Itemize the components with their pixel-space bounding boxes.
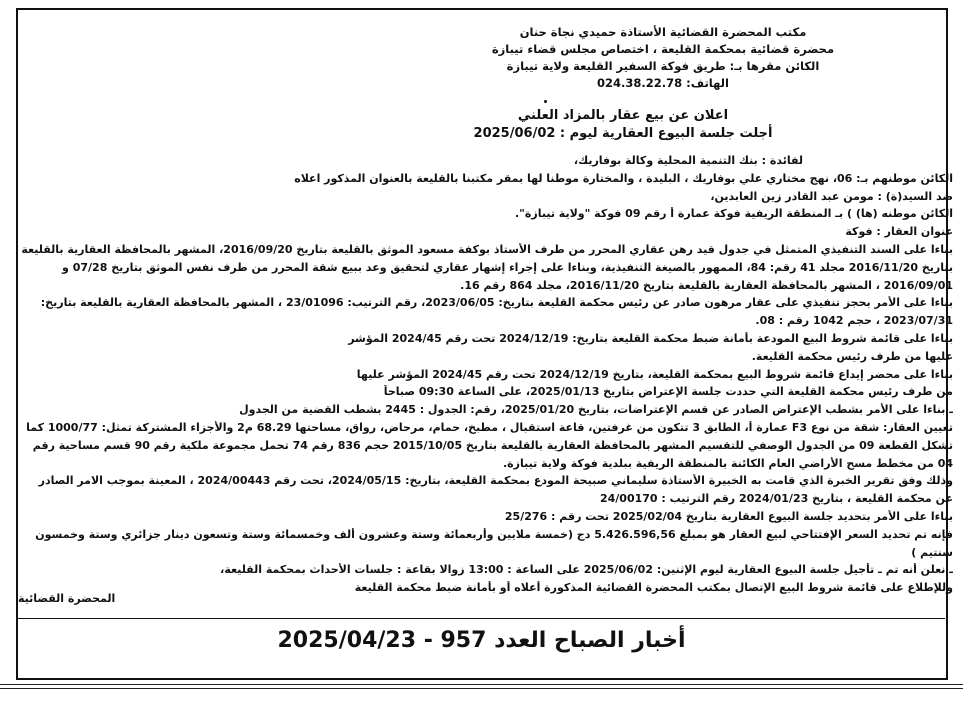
separator-dot xyxy=(544,100,547,103)
header-phone: الهاتف: 024.38.22.78 xyxy=(597,76,729,90)
body-line: بناءا على قائمة شروط البيع المودعة بأمانة ضبط محكمة القليعة بتاريخ: 2024/12/19 تحت رقم 2024/45 المؤشر xyxy=(348,332,953,345)
body-line: بتاريخ 2016/11/20 مجلد 41 رقم: 84، الممهور بالصيغة التنفيذية، وبناءا على إجراء إشهار عقاري لتحقيق وعد ببيع شقة المحرر من طرف نفس الموثق بتاريخ 07/28 و xyxy=(62,260,953,274)
announcement-title: اعلان عن بيع عقار بالمزاد العلني xyxy=(517,108,729,123)
body-line: بناءا على الأمر بحجز تنفيذي على عقار مرهون صادر عن رئيس محكمة القليعة بتاريخ: 2023/06/05، رقم الترتيب: 23/01096 ، المشهر بالمحافظة العقارية بالقليعة بتاريخ: xyxy=(40,296,953,310)
header-line-3: الكائن مقرها بـ: طريق فوكة السفير القليعة ولاية تيبازة xyxy=(506,59,820,73)
body-line: وذلك وفق تقرير الخبرة الذي قامت به الخبيرة الأستاذة سليماني صبيحة المودع بمحكمة القليعة، بتاريخ: 2024/05/15، تحت رقم 2024/00443 ، المعينة بموجب الامر الصادر xyxy=(38,474,953,488)
body-line: عن محكمة القليعة ، بتاريخ 2024/01/23 رقم الترتيب : 24/00170 xyxy=(599,492,953,506)
body-line: 04 من مخطط مسح الأراضي العام الكائنة بالمنطقة الريفية ببلدية فوكة ولاية تيبازة. xyxy=(502,456,953,470)
body-line: 2016/09/01 ، المشهر بالمحافظة العقارية بالقليعة بتاريخ 2016/11/20، مجلد 864 رقم 16. xyxy=(460,278,953,292)
body-line: الكائن موطنهم بـ: 06، نهج مختاري علي بوفاريك ، البليدة ، والمختارة موطنا لها بمقر مكتبنا بالقليعة بالعنوان المذكور اعلاه xyxy=(294,171,953,185)
body-line: بناءا على السند التنفيذي المتمثل في جدول قيد رهن عقاري المحرر من طرف الأستاذ بوكفة مسعود الموثق بالقليعة بتاريخ 2016/09/20، المشهر بالمحافظة العقارية بالقليعة xyxy=(21,243,953,256)
header-line-1: مكتب المحضرة القضائية الأستاذة حميدي نجاة حنان xyxy=(519,25,807,39)
body-line: ـ بناءا على الأمر بشطب الإعتراض الصادر عن قسم الإعتراضات، بتاريخ 2025/01/20، رقم: الجدول : 2445 بشطب القضية من الجدول xyxy=(239,403,953,417)
body-line: عليها من طرف رئيس محكمة القليعة. xyxy=(751,349,953,363)
body-line: بناءا على الأمر بتحديد جلسة البيوع العقارية بتاريخ 2025/02/04 تحت رقم : 25/276 xyxy=(504,510,953,523)
body-line: الكائن موطنه (ها) ) بـ المنطقة الريفية فوكة عمارة أ رقم 09 فوكة "ولاية تيبازة". xyxy=(514,207,953,221)
footer-divider xyxy=(18,618,945,619)
body-line: لفائدة : بنك التنمية المحلية وكالة بوفاريك، xyxy=(573,154,803,167)
body-line: وللإطلاع على قائمة شروط البيع الإتصال بمكتب المحضرة القضائية المذكورة أعلاه أو بأمانة ضبط محكمة القليعة xyxy=(354,581,953,595)
body-line: ضد السيد(ة) : مومن عبد القادر زين العابدين، xyxy=(710,189,953,203)
body-line: تشكل القطعة 09 من الجدول الوصفي للتقسيم المشهر بالمحافظة العقارية بالقليعة بتاريخ 2015/10/05 حجم 836 رقم 74 تحمل مجموعة ملكية رقم 90 قسم مساحية رقم xyxy=(32,438,953,452)
body-line: من طرف رئيس محكمة القليعة التي حددت جلسة الإعتراض بتاريخ 2025/01/13، على الساعة 09:30 صباحاً xyxy=(383,385,953,399)
page-edge-line xyxy=(0,684,963,685)
body-line: بناءا على محضر إيداع قائمة شروط البيع بمحكمة القليعة، بتاريخ 2024/12/19 تحت رقم 2024/45 المؤشر عليها xyxy=(356,367,953,381)
adjourned-session-title: أجلت جلسة البيوع العقارية ليوم : 2025/06/02 xyxy=(473,126,773,141)
body-line: ـ نعلن أنه تم ـ تأجيل جلسة البيوع العقارية ليوم الإثنين: 2025/06/02 على الساعة : 13:00 زوالا بقاعة : جلسات الأحداث بمحكمة القليعة، xyxy=(220,563,953,577)
body-line: فإنه تم تحديد السعر الإفتتاحي لبيع العقار هو بمبلغ 5.426.596,56 دج (خمسة ملايين وأربعمائة وستة وعشرون ألف وخمسمائة وستة وتسعون دينار جزائري وستة وخمسون xyxy=(35,527,953,541)
body-line: تعيين العقار: شقة من نوع F3 عمارة أ، الطابق 3 تتكون من غرفتين، قاعة استقبال ، مطبخ، حمام، مرحاض، رواق، مساحتها 68.29 م2 والأجزاء المشتركة تمثل: 1000/77 كما xyxy=(26,421,953,434)
page-edge-line xyxy=(0,688,963,689)
body-line: 2023/07/31 ، حجم 1042 رقم : 08. xyxy=(755,314,953,328)
body-line: سنتيم ) xyxy=(911,545,953,559)
body-line: عنوان العقار : فوكة xyxy=(845,225,953,239)
header-line-2: محضرة قضائية بمحكمة القليعة ، اختصاص مجلس قضاء تيبازة xyxy=(491,42,835,56)
signature: المحضرة القضائية xyxy=(18,592,116,605)
newspaper-footer: أخبار الصباح العدد 957 - 2025/04/23 xyxy=(277,628,686,653)
